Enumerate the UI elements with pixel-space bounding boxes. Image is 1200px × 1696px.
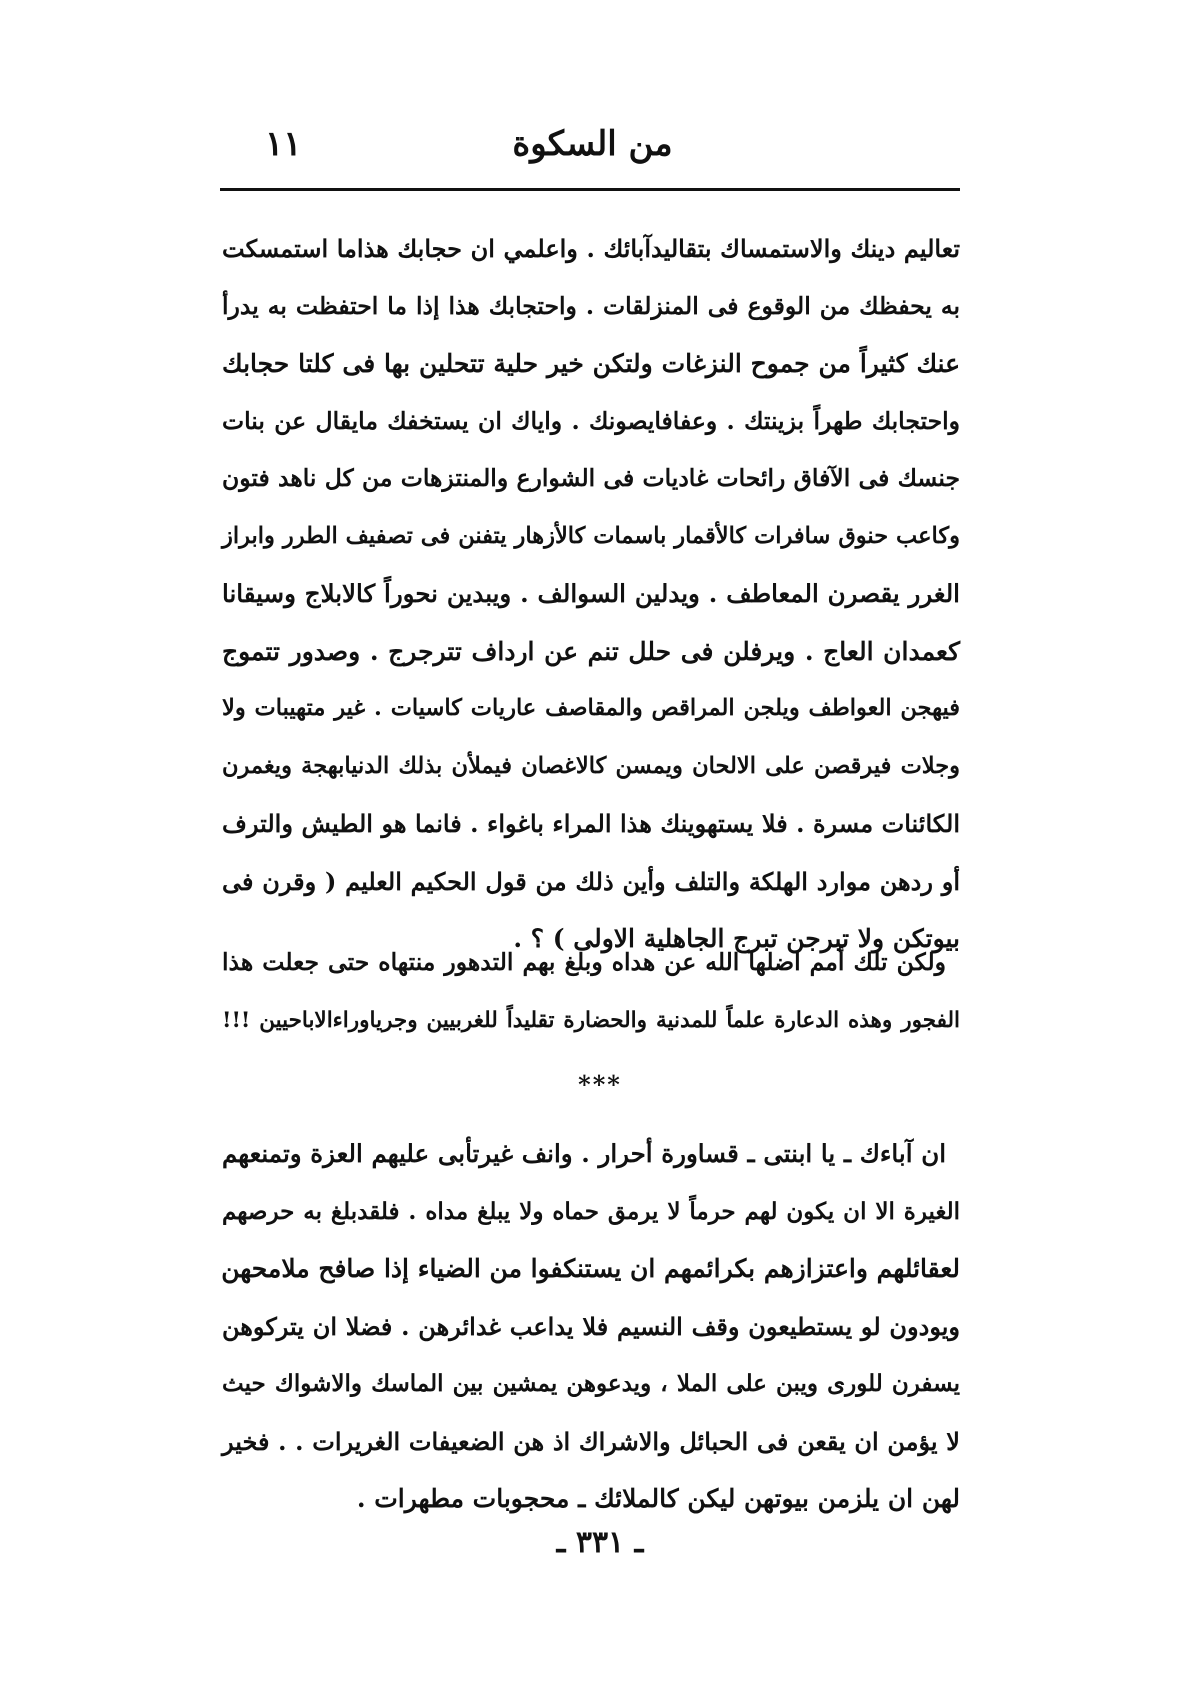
text-line: الفجور وهذه الدعارة علماً للمدنية والحضارة تقليداً للغربيين وجرياوراءالاباحيين !!!: [222, 1007, 960, 1033]
section-separator: ***: [578, 1070, 622, 1099]
text-line: وجلات فيرقصن على الالحان ويمسن كالاغصان فيملأن بذلك الدنيابهجة ويغمرن: [222, 752, 960, 779]
text-line: بيوتكن ولا تبرجن تبرج الجاهلية الاولى ) ؟ .: [513, 924, 960, 953]
text-line: جنسك فى الآفاق رائحات غاديات فى الشوارع والمنتزهات من كل ناهد فتون: [222, 464, 960, 492]
running-title: من السكوة: [512, 124, 673, 164]
text-line: به يحفظك من الوقوع فى المنزلقات . واحتجابك هذا إذا ما احتفظت به يدرأ: [222, 291, 960, 320]
text-line: تعاليم دينك والاستمساك بتقاليدآبائك . واعلمي ان حجابك هذاما استمسكت: [222, 234, 960, 263]
text-line: ويودون لو يستطيعون وقف النسيم فلا يداعب غدائرهن . فضلا ان يتركوهن: [222, 1311, 961, 1341]
text-line: لعقائلهم واعتزازهم بكرائمهم ان يستنكفوا من الضياء إذا صافح ملامحهن: [221, 1254, 960, 1283]
text-line: وكاعب حنوق سافرات كالأقمار باسمات كالأزهار يتفنن فى تصفيف الطرر وابراز: [222, 522, 960, 549]
text-line: الكائنات مسرة . فلا يستهوينك هذا المراء باغواء . فانما هو الطيش والترف: [222, 809, 960, 838]
text-line: ان آباءك ـ يا ابنتى ـ قساورة أحرار . وانف غيرتأبى عليهم العزة وتمنعهم: [222, 1139, 946, 1168]
text-line: كعمدان العاج . ويرفلن فى حلل تنم عن ارداف تترجرج . وصدور تتموج: [222, 636, 960, 666]
header-page-number: ١١: [265, 124, 302, 164]
text-line: الغيرة الا ان يكون لهم حرماً لا يرمق حماه ولا يبلغ مداه . فلقدبلغ به حرصهم: [222, 1197, 960, 1225]
header-rule: [220, 188, 960, 191]
text-line: لهن ان يلزمن بيوتهن ليكن كالملائك ـ محجوبات مطهرات .: [356, 1484, 960, 1513]
text-line: أو ردهن موارد الهلكة والتلف وأين ذلك من قول الحكيم العليم ( وقرن فى: [222, 866, 960, 896]
text-line: واحتجابك طهراً بزينتك . وعفافايصونك . واياك ان يستخفك مايقال عن بنات: [222, 406, 960, 435]
text-line: ولكن تلك أمم اضلها الله عن هداه وبلغ بهم التدهور منتهاه حتى جعلت هذا: [222, 948, 946, 976]
paragraph-one: [222, 220, 960, 968]
text-line: عنك كثيراً من جموح النزغات ولتكن خير حلية تتحلين بها فى كلتا حجابك: [222, 349, 960, 378]
text-line: لا يؤمن ان يقعن فى الحبائل والاشراك اذ هن الضعيفات الغريرات . . فخير: [222, 1426, 960, 1456]
text-line: الغرر يقصرن المعاطف . ويدلين السوالف . ويبدين نحوراً كالابلاج وسيقانا: [222, 579, 960, 608]
paragraph-two: [222, 934, 960, 1049]
footer-page-number: ـ ٣٣١ ـ: [556, 1525, 644, 1560]
page-header: [225, 118, 960, 178]
text-line: يسفرن للورى ويبن على الملا ، ويدعوهن يمشين بين الماسك والاشواك حيث: [222, 1370, 960, 1397]
text-line: فيهجن العواطف ويلجن المراقص والمقاصف عاريات كاسيات . غير متهيبات ولا: [222, 695, 960, 721]
paragraph-three: [222, 1125, 960, 1528]
